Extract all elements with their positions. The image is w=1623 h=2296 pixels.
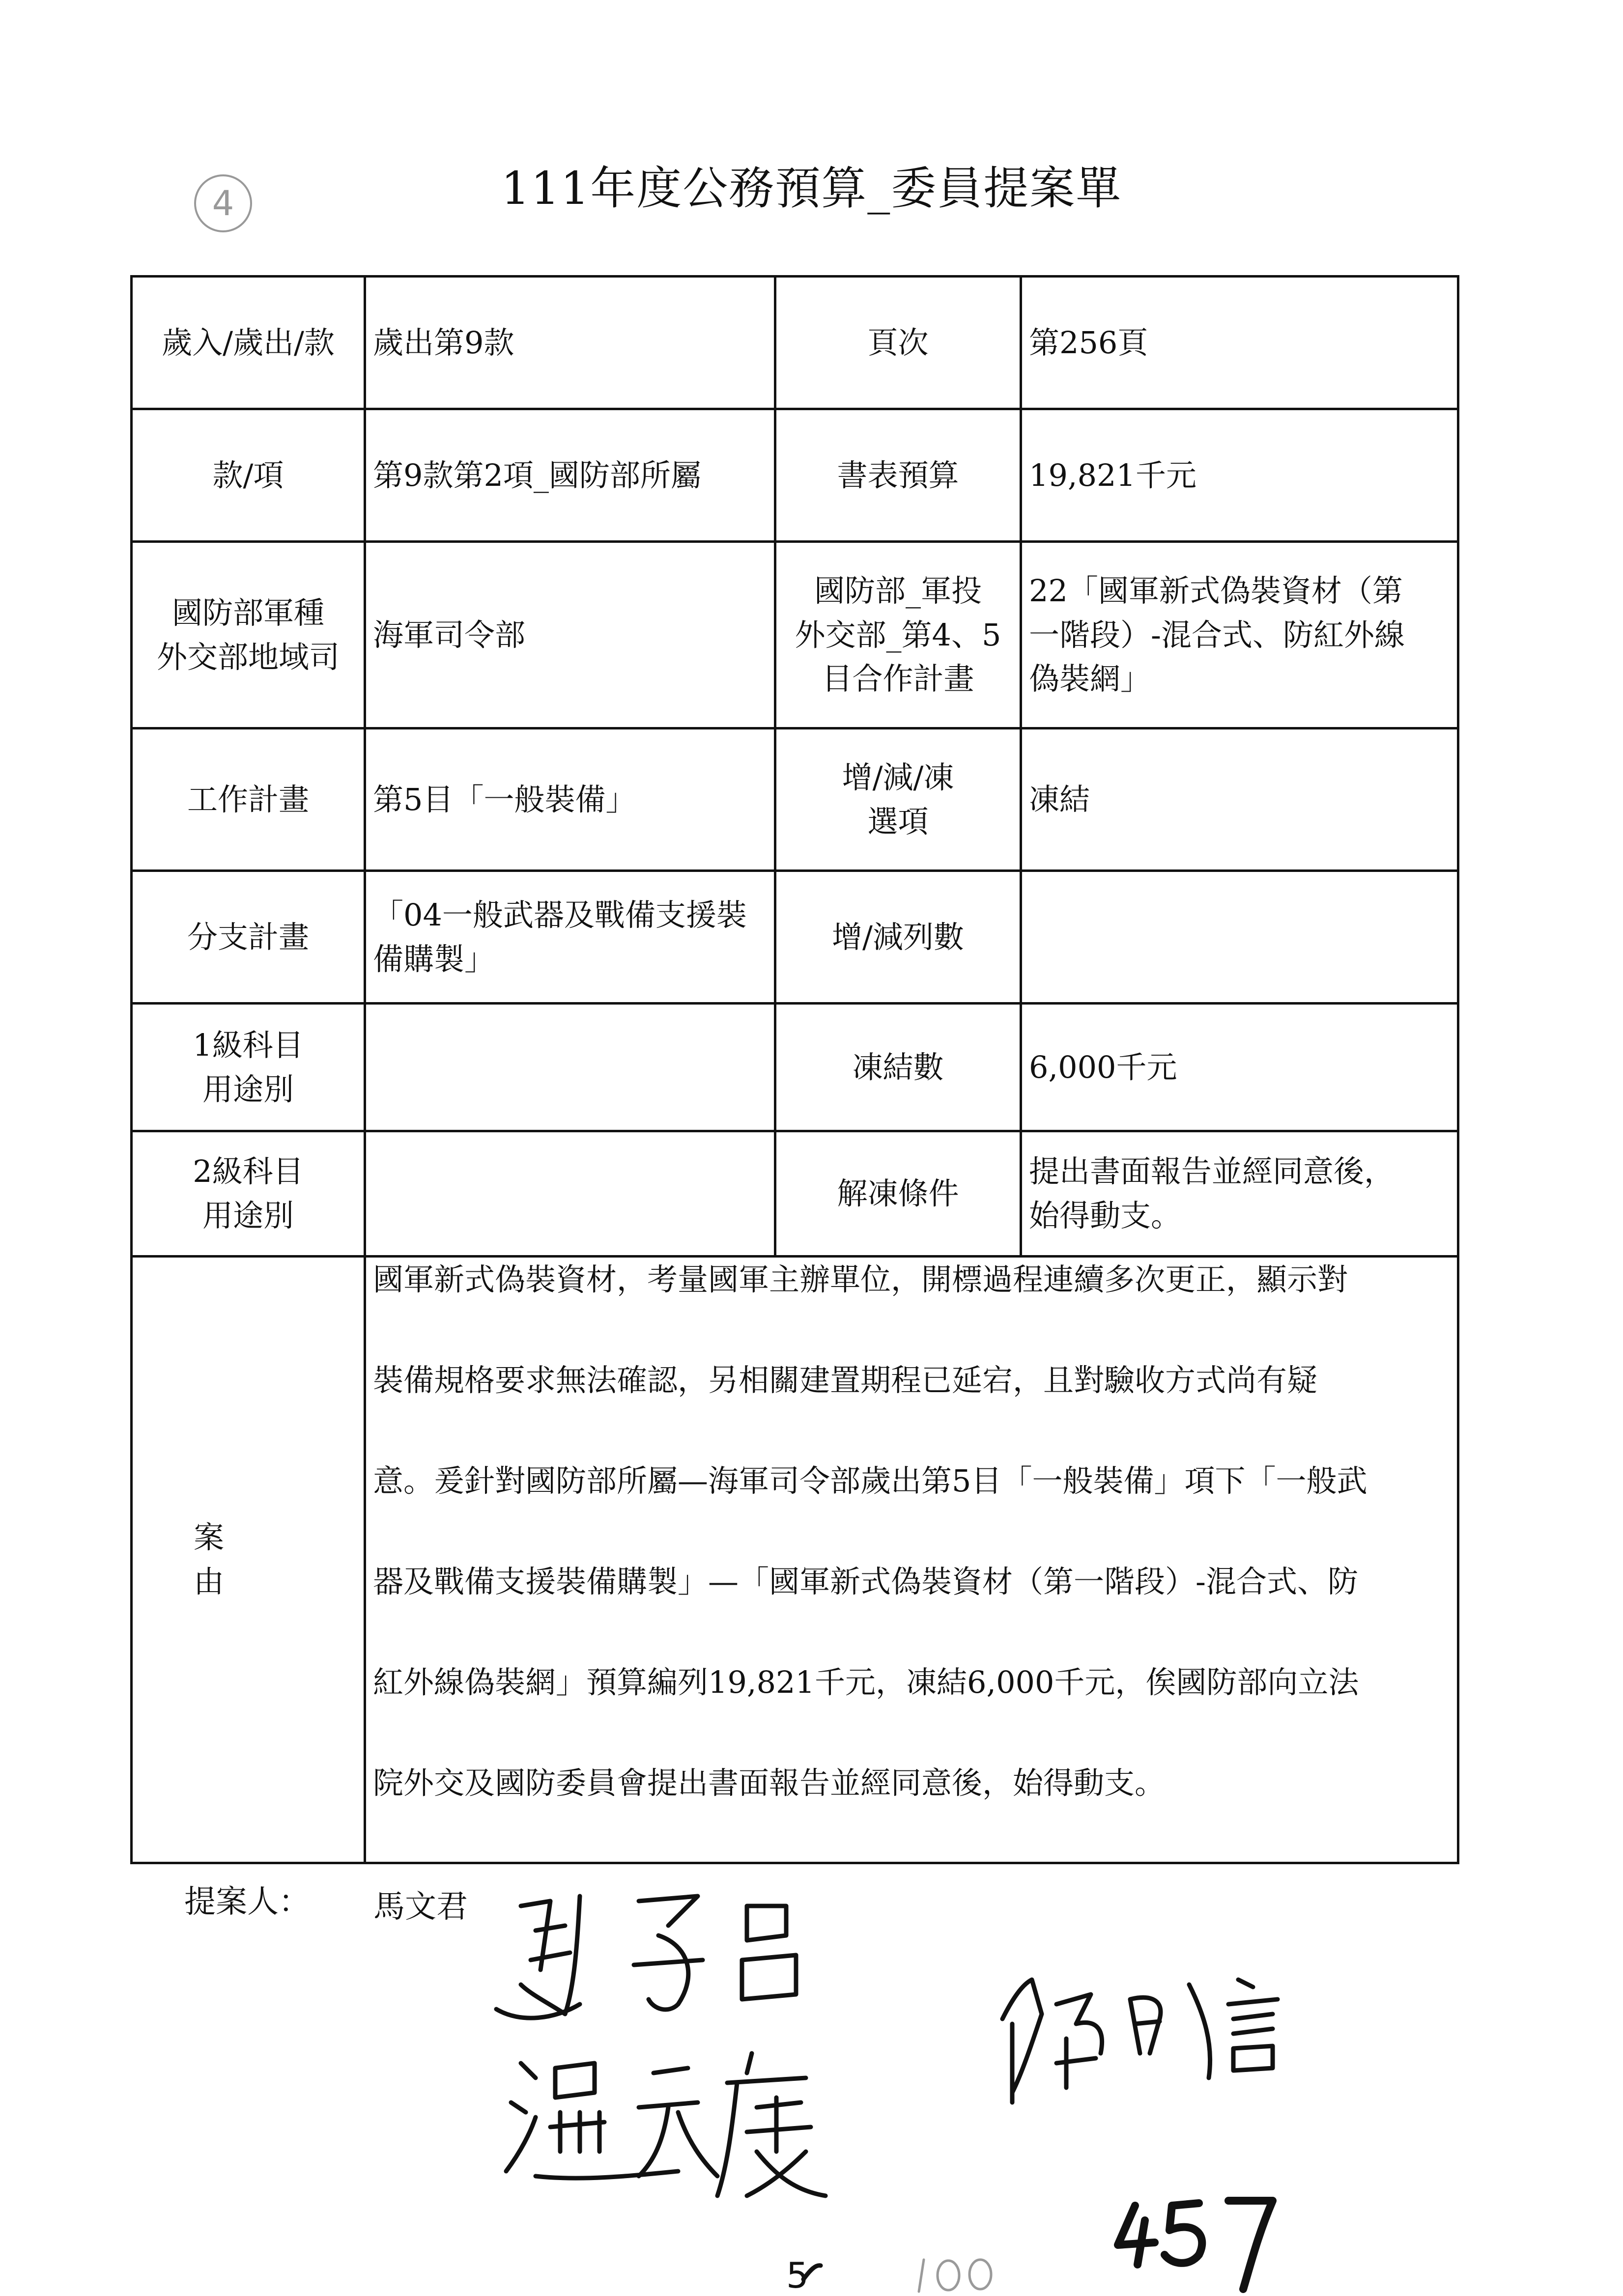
row-label-2: 書表預算 [775,409,1021,542]
row-value: 第5目「一般裝備」 [365,728,775,871]
page-title: 111年度公務預算_委員提案單 [501,162,1122,215]
row-value-2: 19,821千元 [1021,409,1458,542]
row-label: 工作計畫 [132,728,365,871]
row-value: 歲出第9款 [365,277,775,409]
row-label: 國防部軍種 外交部地域司 [132,542,365,728]
row-value: 第9款第2項_國防部所屬 [365,409,775,542]
proposer-name: 馬文君 [373,1889,468,1925]
reason-line: 國軍新式偽裝資材，考量國軍主辦單位，開標過程連續多次更正，顯示對 [373,1261,1348,1297]
signature-3 [1002,1980,1278,2102]
row-value: 海軍司令部 [365,542,775,728]
row-label-2: 解凍條件 [775,1131,1021,1257]
row-label-2: 頁次 [775,277,1021,409]
row-label: 款/項 [132,409,365,542]
reason-line: 裝備規格要求無法確認，另相關建置期程已延宕，且對驗收方式尚有疑 [373,1362,1318,1398]
row-label: 分支計畫 [132,871,365,1004]
circle-mark: 4 [194,174,252,232]
page-mark: 5 [786,2255,809,2296]
row-label-2: 凍結數 [775,1004,1021,1131]
reason-line: 院外交及國防委員會提出書面報告並經同意後，始得動支。 [373,1765,1166,1801]
row-value-2: 22「國軍新式偽裝資材（第 一階段）-混合式、防紅外線 偽裝網」 [1021,542,1458,728]
reason-line: 紅外線偽裝網」預算編列19,821千元，凍結6,000千元，俟國防部向立法 [373,1664,1359,1700]
signature-1 [496,1896,796,2018]
row-value-2: 提出書面報告並經同意後， 始得動支。 [1021,1131,1458,1257]
proposer-label: 提案人： [184,1884,310,1920]
row-value-2: 凍結 [1021,728,1458,871]
row-label-2: 增/減/凍 選項 [775,728,1021,871]
row-value-2: 6,000千元 [1021,1004,1458,1131]
reason-line: 器及戰備支援裝備購製」—「國軍新式偽裝資材（第一階段）-混合式、防 [373,1564,1358,1599]
row-value: 「04一般武器及戰備支援裝 備購製」 [365,871,775,1004]
row-label-2: 增/減列數 [775,871,1021,1004]
row-label-2: 國防部_軍投 外交部_第4、5 目合作計畫 [775,542,1021,728]
row-label: 歲入/歲出/款 [132,277,365,409]
reason-label: 案由 [132,1257,365,1863]
reason-line: 意。爰針對國防部所屬—海軍司令部歲出第5目「一般裝備」項下「一般武 [373,1463,1367,1499]
row-label: 2級科目 用途別 [132,1131,365,1257]
signature-2 [506,2053,826,2196]
row-value-2: 第256頁 [1021,277,1458,409]
row-label: 1級科目 用途別 [132,1004,365,1131]
